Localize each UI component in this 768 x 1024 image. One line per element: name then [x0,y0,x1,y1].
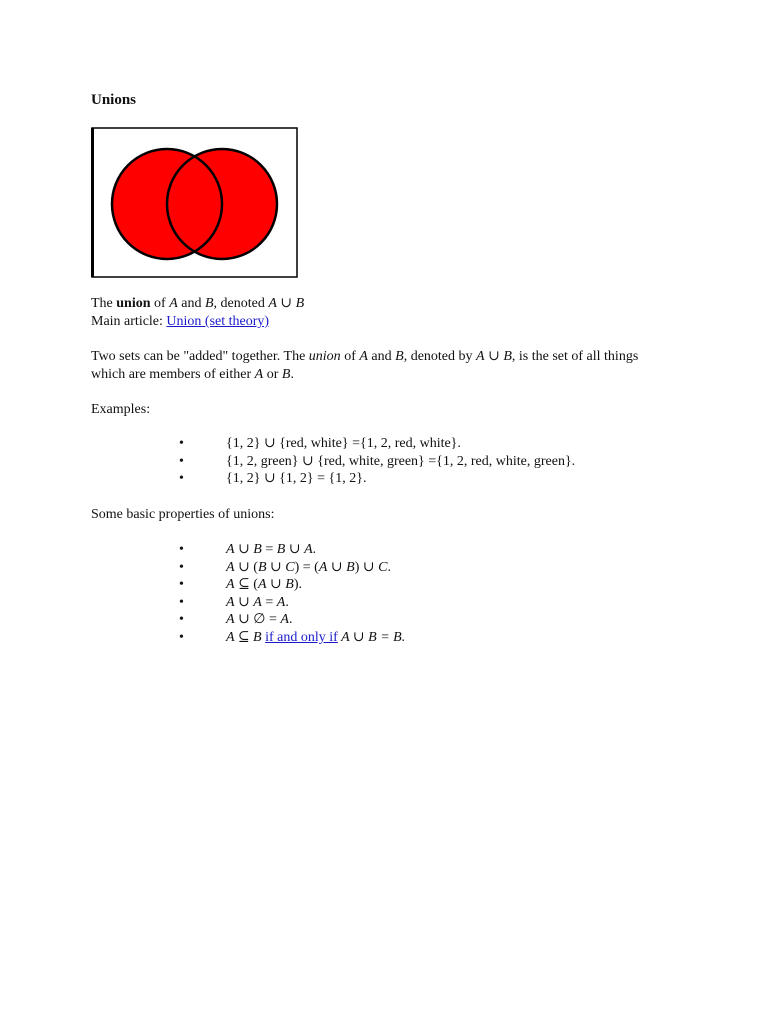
bullet-icon: • [179,612,184,628]
venn-diagram [91,127,298,278]
if-and-only-if-link[interactable]: if and only if [265,629,338,645]
bullet-icon: • [179,453,184,469]
para-text: . [290,367,294,382]
bullet-icon: • [179,577,184,593]
figure-caption [91,295,304,313]
para-var: A [476,349,485,364]
caption-expr-a: A [268,296,277,311]
bullet-icon: • [179,594,184,610]
caption-text: of [150,296,170,311]
bullet-icon: • [179,559,184,575]
para-text: ∪ [484,349,504,364]
caption-text: The [91,296,117,311]
property-pre: A ⊆ B [226,629,262,645]
caption-text: and [177,296,205,311]
example-text: {1, 2, green} ∪ {red, white, green} ={1, 2, red, white, green}. [226,453,576,469]
para-text: or [263,367,282,382]
bullet-icon: • [179,436,184,451]
caption-bold-term: union [116,296,151,311]
para-text: , is the set of all things which are members of either [91,349,639,382]
intro-paragraph [91,348,651,384]
para-italic-union: union [308,349,341,364]
bullet-icon: • [179,471,184,487]
caption-text: , denoted [213,296,269,311]
section-heading: Unions [91,92,137,108]
caption-var-a: A [169,296,178,311]
property-text: A ∪ A = A. [226,594,289,610]
main-article-label: Main article: [91,314,167,329]
para-var: B [395,349,404,364]
caption-expr-operator: ∪ [276,296,296,311]
property-post: A ∪ B = B. [341,629,406,645]
examples-label: Examples: [91,402,151,417]
main-article-line [91,313,269,331]
property-text: A ∪ B = B ∪ A. [226,542,317,557]
bullet-icon: • [179,542,184,557]
example-text: {1, 2} ∪ {1, 2} = {1, 2}. [226,471,367,487]
para-text: Two sets can be "added" together. The [91,349,309,364]
bullet-icon: • [179,629,184,645]
property-text [226,629,405,647]
property-text: A ∪ ∅ = A. [226,612,293,628]
property-text: A ⊆ (A ∪ B). [226,577,302,593]
caption-expr-b: B [295,296,305,311]
property-text: A ∪ (B ∪ C) = (A ∪ B) ∪ C. [226,559,391,575]
venn-diagram-figure [91,127,298,278]
caption-var-b: B [204,296,214,311]
para-var: B [281,367,291,382]
para-text: of [340,349,360,364]
para-var: A [359,349,368,364]
para-var: A [254,367,264,382]
example-text: {1, 2} ∪ {red, white} ={1, 2, red, white}. [226,436,461,451]
para-text: , denoted by [403,349,477,364]
para-var: B [503,349,512,364]
union-set-theory-link[interactable]: Union (set theory) [166,314,270,329]
para-text: and [367,349,396,364]
properties-label: Some basic properties of unions: [91,507,275,522]
